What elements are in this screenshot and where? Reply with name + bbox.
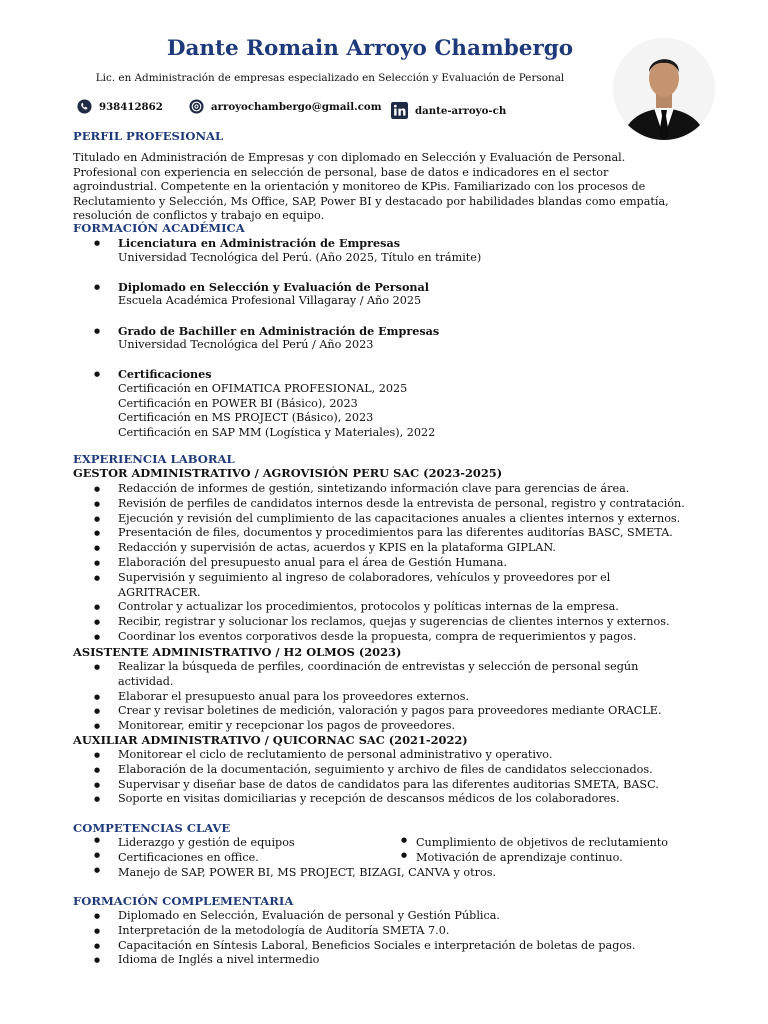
profile-photo [613,38,715,140]
formacion-item-line: Certificación en SAP MM (Logística y Materiales), 2022 [118,425,436,439]
perfil-text: Titulado en Administración de Empresas y con diplomado en Selección y Evaluación de Personal. Profesional con experiencia en selección de personal, base de datos e indicadores en el sector agroindustrial. Competente en la orientación y monitoreo de KPis. Familiarizado con los procesos de Reclutamiento y Selección, Ms Office, SAP, Power BI y destacado por habilidades blandas como empatía, resolución de conflictos y trabajo en equipo. [73,151,669,223]
formacion-item-line: Universidad Tecnológica del Perú / Año 2023 [118,338,374,352]
formacion-item [73,367,693,440]
job-bullet: ● Monitorear el ciclo de reclutamiento de personal administrativo y operativo. [73,748,693,763]
formacion-item-title: ● Certificaciones [118,367,212,382]
formacion-item-line: Certificación en MS PROJECT (Básico), 2023 [118,411,374,425]
job-bullet: ● Soporte en visitas domiciliarias y recepción de descansos médicos de los colaboradores. [73,792,693,807]
complementaria-item: ● Idioma de Inglés a nivel intermedio [73,953,693,968]
competencias-list [73,836,693,880]
job-bullet: ● Controlar y actualizar los procedimientos, protocolos y políticas internas de la empresa. [73,600,693,615]
complementaria-item: ● Interpretación de la metodología de Auditoría SMETA 7.0. [73,924,693,939]
formacion-item [73,280,693,309]
competencia-item: Manejo de SAP, POWER BI, MS PROJECT, BIZAGI, CANVA y otros. [118,865,497,879]
competencia-item: Motivación de aprendizaje continuo. [416,850,623,864]
job-bullet: ● Crear y revisar boletines de medición, valoración y pagos para proveedores mediante ORACLE. [73,704,693,719]
job-title: GESTOR ADMINISTRATIVO / AGROVISIÓN PERU SAC (2023-2025) [73,466,503,480]
section-title-complementaria: FORMACIÓN COMPLEMENTARIA [73,894,294,908]
job-bullet: ● Realizar la búsqueda de perfiles, coordinación de entrevistas y selección de personal según actividad. [73,660,693,690]
phone-icon [77,99,92,114]
job-bullet: ● Elaboración de la documentación, seguimiento y archivo de files de candidatos seleccionados. [73,763,693,778]
formacion-item [73,236,693,265]
formacion-item-title: ● Diplomado en Selección y Evaluación de Personal [118,279,430,294]
competencia-item: Liderazgo y gestión de equipos [118,836,295,849]
complementaria-item: ● Capacitación en Síntesis Laboral, Beneficios Sociales e interpretación de boletas de pagos. [73,939,693,954]
job-bullet: ● Elaboración del presupuesto anual para el área de Gestión Humana. [73,556,693,571]
job-bullets [73,748,693,807]
contact-email[interactable] [189,99,381,114]
email-address[interactable]: arroyochambergo@gmail.com [211,100,382,113]
phone-number: 938412862 [99,100,163,113]
competencia-item: Certificaciones en office. [118,850,259,864]
section-title-experiencia: EXPERIENCIA LABORAL [73,452,235,466]
email-icon [189,99,204,114]
formacion-item-title: ● Grado de Bachiller en Administración de Empresas [118,323,440,338]
formacion-list [73,236,693,455]
section-title-competencias: COMPETENCIAS CLAVE [73,821,231,835]
job-bullet: ● Redacción de informes de gestión, sintetizando información clave para gerencias de área. [73,482,693,497]
job-title: ASISTENTE ADMINISTRATIVO / H2 OLMOS (2023) [73,645,402,659]
complementaria-item: ● Diplomado en Selección, Evaluación de personal y Gestión Pública. [73,909,693,924]
job-bullets [73,660,693,734]
formacion-item-title: ● Licenciatura en Administración de Empresas [118,236,400,250]
job-bullet: ● Supervisar y diseñar base de datos de candidatos para las diferentes auditorias SMETA, BASC. [73,778,693,793]
job-bullet: ● Redacción y supervisión de actas, acuerdos y KPIS en la plataforma GIPLAN. [73,541,693,556]
resume-name: Dante Romain Arroyo Chambergo [166,36,574,61]
job-bullet: ● Revisión de perfiles de candidatos internos desde la entrevista de personal, registro y contratación. [73,497,693,512]
linkedin-handle[interactable]: dante-arroyo-ch [415,104,507,117]
job-title: AUXILIAR ADMINISTRATIVO / QUICORNAC SAC (2021-2022) [73,733,468,747]
job-bullet: ● Presentación de files, documentos y procedimientos para las diferentes auditorías BASC, SMETA. [73,526,693,541]
section-title-perfil: PERFIL PROFESIONAL [73,129,224,143]
formacion-item-line: Certificación en OFIMATICA PROFESIONAL, 2025 [118,381,408,395]
linkedin-icon [391,102,408,119]
formacion-item-line: Escuela Académica Profesional Villagaray / Año 2025 [118,294,422,308]
resume-subtitle: Lic. en Administración de empresas especializado en Selección y Evaluación de Personal [95,72,565,84]
job-bullet: ● Supervisión y seguimiento al ingreso de colaboradores, vehículos y proveedores por el AGRITRACER. [73,571,693,601]
formacion-item-line: Certificación en POWER BI (Básico), 2023 [118,396,358,410]
competencias-row: ● Manejo de SAP, POWER BI, MS PROJECT, BIZAGI, CANVA y otros. [94,865,497,879]
competencias-row: ● Liderazgo y gestión de equipos ● Cumplimiento de objetivos de reclutamiento [94,836,669,849]
job-bullets [73,482,693,645]
formacion-item-line: Universidad Tecnológica del Perú. (Año 2025, Título en trámite) [118,250,482,264]
job-bullet: ● Ejecución y revisión del cumplimiento de las capacitaciones anuales a clientes internos y externos. [73,512,693,527]
complementaria-list [73,909,693,968]
job-bullet: ● Coordinar los eventos corporativos desde la propuesta, compra de requerimientos y pagos. [73,630,693,645]
formacion-item [73,324,693,353]
job-bullet: ● Monitorear, emitir y recepcionar los pagos de proveedores. [73,719,693,734]
competencia-item: Cumplimiento de objetivos de reclutamiento [416,836,669,849]
competencias-row: ● Certificaciones en office. ● Motivación de aprendizaje continuo. [94,850,623,864]
job-bullet: ● Elaborar el presupuesto anual para los proveedores externos. [73,690,693,705]
contact-linkedin[interactable] [391,102,506,119]
contact-phone [77,99,163,114]
section-title-formacion: FORMACIÓN ACADÉMICA [73,221,245,235]
job-bullet: ● Recibir, registrar y solucionar los reclamos, quejas y sugerencias de clientes internos y externos. [73,615,693,630]
